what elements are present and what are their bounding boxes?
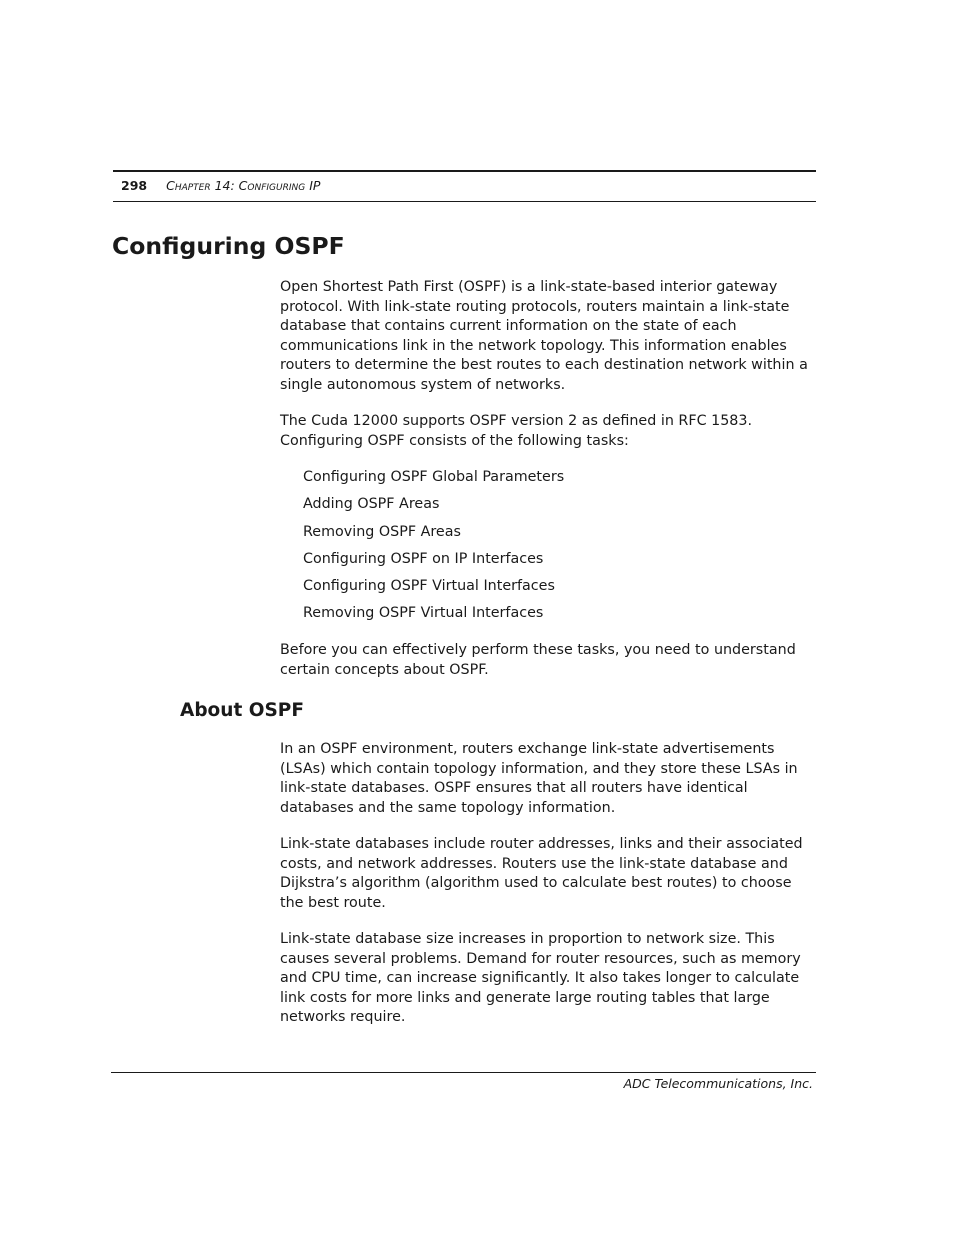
page-number: 298 bbox=[121, 178, 148, 193]
footer-rule bbox=[111, 1072, 816, 1073]
about-paragraph-2: Link-state databases include router addresses, links and their associated costs, and network addresses. Routers use the link-state database and Dijkstra’s algorithm (algorithm used to calculate best routes) to choose the best route. bbox=[280, 836, 803, 911]
header-top-rule bbox=[113, 170, 816, 172]
task-list-item: Removing OSPF Virtual Interfaces bbox=[303, 605, 544, 622]
task-list-item: Removing OSPF Areas bbox=[303, 523, 461, 540]
task-list bbox=[303, 467, 564, 631]
task-list-item: Configuring OSPF on IP Interfaces bbox=[303, 550, 544, 567]
chapter-title: Chapter 14: Configuring IP bbox=[166, 178, 321, 193]
task-list-item: Configuring OSPF Virtual Interfaces bbox=[303, 578, 555, 595]
section-title: Configuring OSPF bbox=[112, 232, 345, 260]
closing-paragraph: Before you can effectively perform these tasks, you need to understand certain concepts about OSPF. bbox=[280, 642, 796, 678]
header-bottom-rule bbox=[113, 201, 816, 202]
running-head bbox=[121, 178, 320, 194]
footer-publisher: ADC Telecommunications, Inc. bbox=[623, 1076, 813, 1091]
intro-paragraph-2: The Cuda 12000 supports OSPF version 2 as defined in RFC 1583. Configuring OSPF consists of the following tasks: bbox=[280, 413, 753, 449]
task-list-item: Adding OSPF Areas bbox=[303, 496, 440, 513]
subsection-title: About OSPF bbox=[180, 700, 304, 721]
about-paragraph-1: In an OSPF environment, routers exchange link-state advertisements (LSAs) which contain topology information, and they store these LSAs in link-state databases. OSPF ensures that all routers have identical databases and the same topology information. bbox=[280, 741, 798, 816]
intro-paragraph-1: Open Shortest Path First (OSPF) is a link-state-based interior gateway protocol. With link-state routing protocols, routers maintain a link-state database that contains current information on the state of each communications link in the network topology. This information enables routers to determine the best routes to each destination network within a single autonomous system of networks. bbox=[280, 279, 808, 393]
about-paragraph-3: Link-state database size increases in proportion to network size. This causes several problems. Demand for router resources, such as memory and CPU time, can increase significantly. It also takes longer to calculate link costs for more links and generate large routing tables that large networks require. bbox=[280, 931, 801, 1026]
task-list-item: Configuring OSPF Global Parameters bbox=[303, 469, 565, 485]
